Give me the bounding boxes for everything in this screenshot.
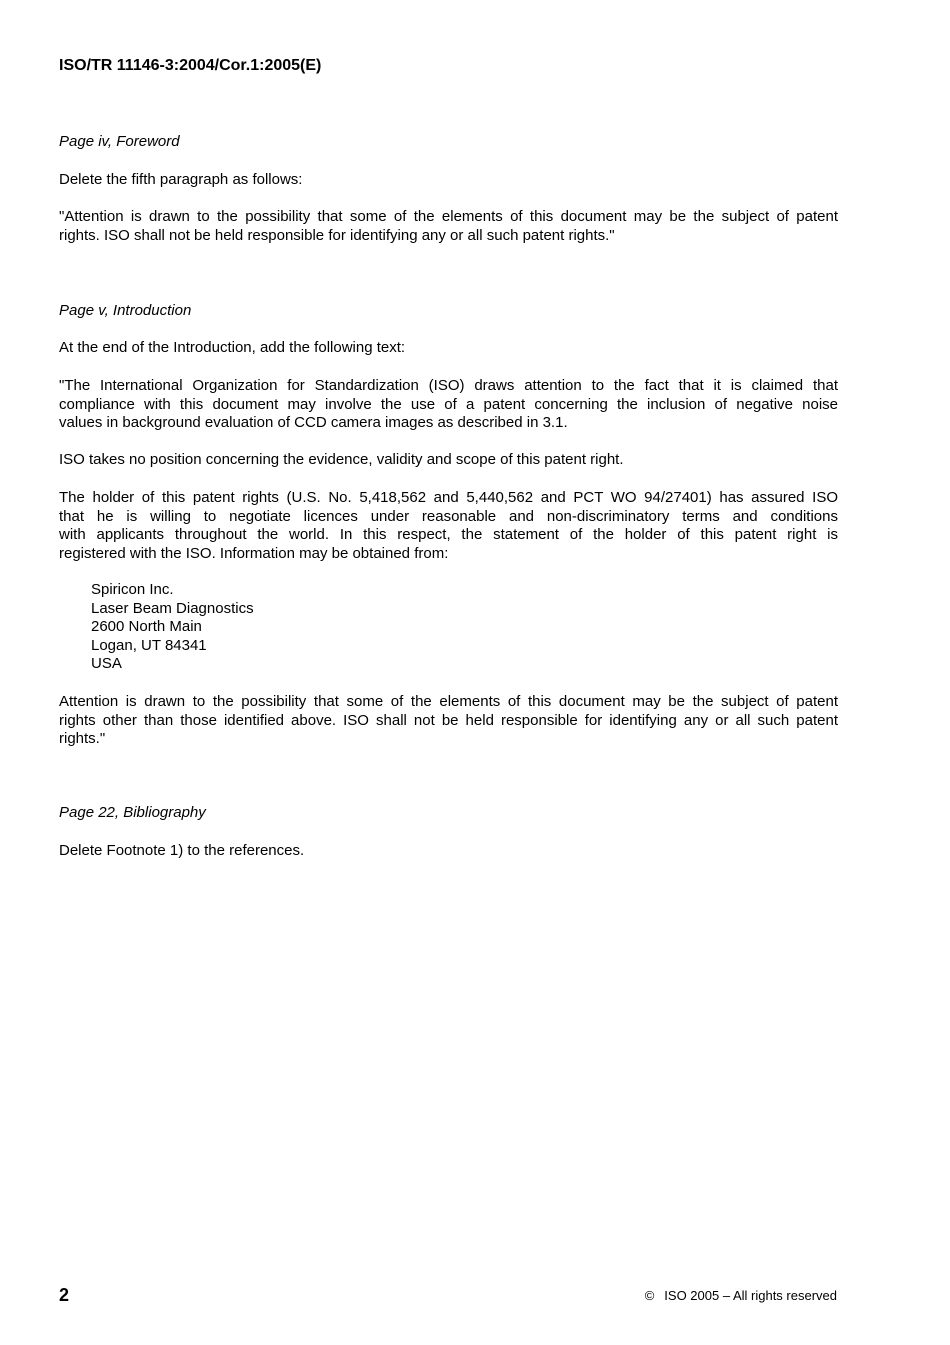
text-line: with applicants throughout the world. In this respect, the statement of the holder of this patent right is — [59, 526, 838, 544]
section-heading-foreword: Page iv, Foreword — [59, 133, 180, 150]
introduction-paragraph-1 — [59, 377, 838, 433]
address-line: Logan, UT 84341 — [91, 636, 207, 654]
introduction-paragraph-3 — [59, 489, 838, 563]
text-line: rights other than those identified above. ISO shall not be held responsible for identifying any or all such patent — [59, 711, 838, 729]
text-line: "Attention is drawn to the possibility that some of the elements of this document may be the subject of patent — [59, 208, 838, 225]
address-line: Spiricon Inc. — [91, 581, 174, 598]
text-line: rights. ISO shall not be held responsible for identifying any or all such patent rights." — [59, 226, 615, 244]
text-line: Attention is drawn to the possibility that some of the elements of this document may be the subject of patent — [59, 693, 838, 710]
patent-holder-address — [91, 581, 254, 674]
address-line: 2600 North Main — [91, 618, 202, 636]
section-heading-bibliography: Page 22, Bibliography — [59, 804, 206, 821]
text-line: compliance with this document may involve the use of a patent concerning the inclusion of negative noise — [59, 395, 838, 413]
page-number: 2 — [59, 1285, 70, 1305]
foreword-quote — [59, 208, 838, 245]
bibliography-instruction: Delete Footnote 1) to the references. — [59, 842, 305, 859]
address-line: USA — [91, 655, 122, 673]
text-line: values in background evaluation of CCD camera images as described in 3.1. — [59, 414, 568, 432]
introduction-paragraph-2: ISO takes no position concerning the evidence, validity and scope of this patent right. — [59, 451, 624, 468]
copyright-icon: © — [644, 1288, 655, 1303]
text-line: registered with the ISO. Information may be obtained from: — [59, 544, 449, 562]
text-line: "The International Organization for Standardization (ISO) draws attention to the fact that it is claimed that — [59, 377, 838, 394]
copyright-notice — [645, 1288, 837, 1304]
introduction-paragraph-4 — [59, 693, 838, 749]
copyright-text: ISO 2005 – All rights reserved — [664, 1288, 837, 1303]
text-line: that he is willing to negotiate licences under reasonable and non-discriminatory terms and conditions — [59, 507, 838, 525]
text-line: rights." — [59, 730, 106, 748]
text-line: The holder of this patent rights (U.S. No. 5,418,562 and 5,440,562 and PCT WO 94/27401) has assured ISO — [59, 489, 838, 506]
address-line: Laser Beam Diagnostics — [91, 599, 254, 617]
foreword-instruction: Delete the fifth paragraph as follows: — [59, 171, 303, 188]
document-title: ISO/TR 11146-3:2004/Cor.1:2005(E) — [59, 57, 322, 74]
section-heading-introduction: Page v, Introduction — [59, 302, 192, 319]
introduction-instruction: At the end of the Introduction, add the following text: — [59, 339, 406, 356]
